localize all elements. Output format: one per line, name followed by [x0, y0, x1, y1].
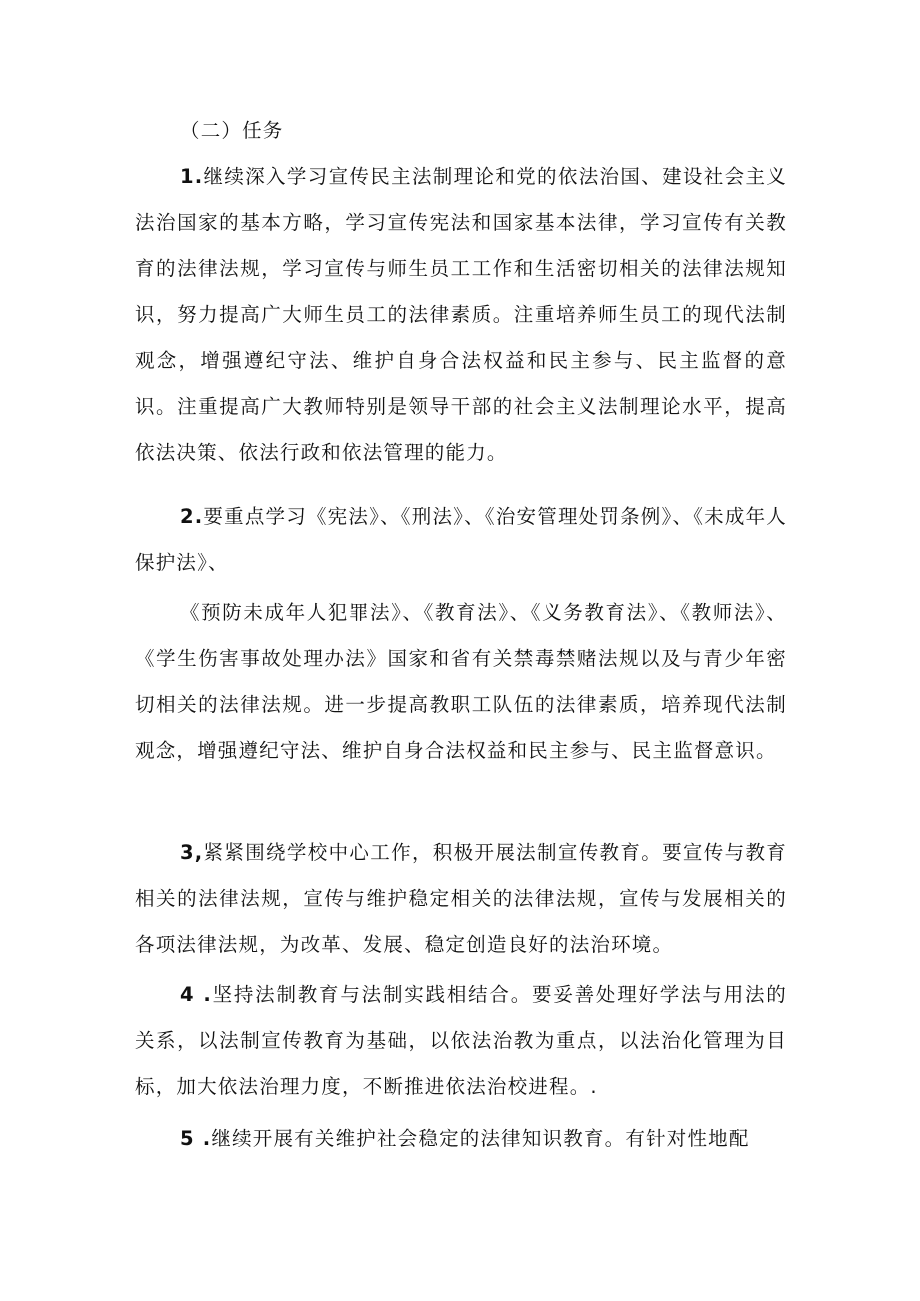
task-item-3-number: 3, — [180, 841, 204, 864]
task-item-5-text: 继续开展有关维护社会稳定的法律知识教育。有针对性地配 — [211, 1127, 750, 1150]
task-item-4-number: 4 . — [180, 983, 212, 1006]
task-item-2-number: 2. — [180, 505, 204, 528]
task-item-5 — [135, 1116, 787, 1162]
task-item-3 — [135, 830, 787, 968]
task-item-1 — [135, 154, 787, 476]
task-item-4 — [135, 972, 787, 1110]
task-item-1-number: 1. — [180, 165, 204, 188]
task-item-2-continuation: 《预防未成年人犯罪法》、《教育法》、《义务教育法》、《教师法》、《学生伤害事故处理办法》国家和省有关禁毒禁赌法规以及与青少年密切相关的法律法规。进一步提高教职工队伍的法律素质，培养现代法制观念，增强遵纪守法、维护自身合法权益和民主参与、民主监督意识。 — [135, 601, 787, 762]
task-item-4-text: 坚持法制教育与法制实践相结合。要妥善处理好学法与用法的关系，以法制宣传教育为基础，以依法治教为重点，以法治化管理为目标，加大依法治理力度，不断推进依法治校进程。. — [135, 983, 787, 1098]
task-item-2 — [135, 494, 787, 586]
task-item-2-text: 要重点学习《宪法》、《刑法》、《治安管理处罚条例》、《未成年人保护法》、 — [135, 505, 787, 574]
section-heading: （二）任务 — [180, 119, 284, 142]
task-item-3-text: 紧紧围绕学校中心工作，积极开展法制宣传教育。要宣传与教育相关的法律法规，宣传与维护稳定相关的法律法规，宣传与发展相关的各项法律法规，为改革、发展、稳定创造良好的法治环境。 — [135, 841, 787, 956]
task-item-1-text: 继续深入学习宣传民主法制理论和党的依法治国、建设社会主义法治国家的基本方略，学习宣传宪法和国家基本法律，学习宣传有关教育的法律法规，学习宣传与师生员工工作和生活密切相关的法律法规知识，努力提高广大师生员工的法律素质。注重培养师生员工的现代法制观念，增强遵纪守法、维护自身合法权益和民主参与、民主监督的意识。注重提高广大教师特别是领导干部的社会主义法制理论水平，提高依法决策、依法行政和依法管理的能力。 — [135, 165, 787, 464]
task-item-5-number: 5 . — [180, 1127, 212, 1150]
